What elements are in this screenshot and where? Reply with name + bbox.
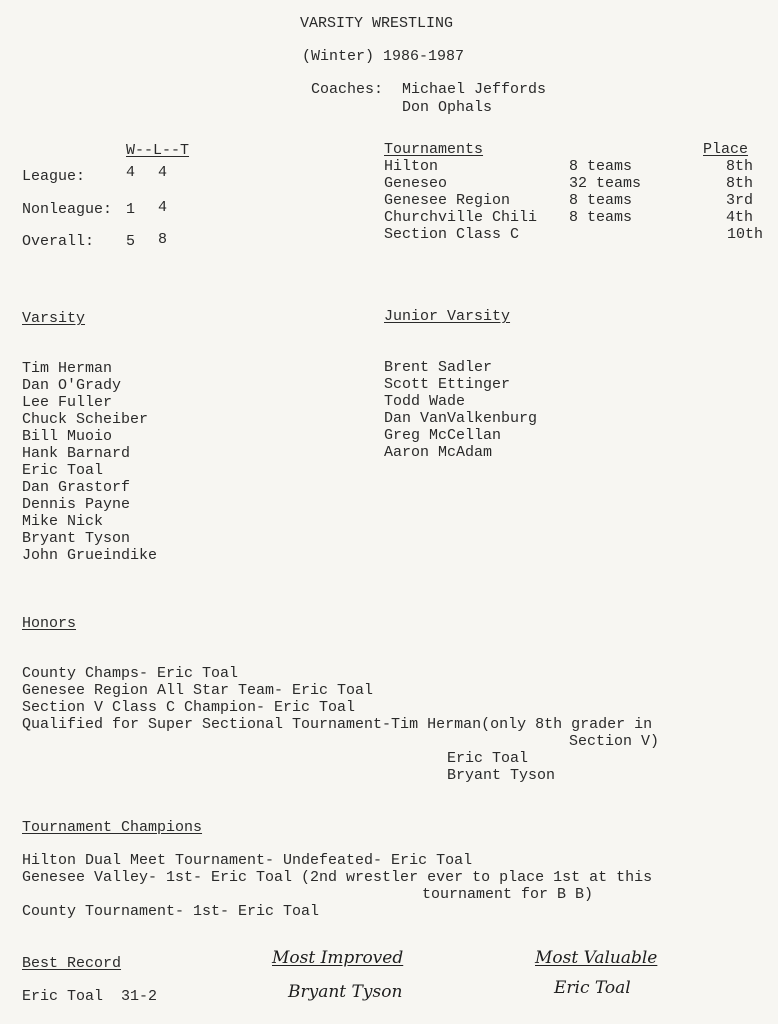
nonleague-label: Nonleague:: [22, 201, 113, 218]
varsity-roster: [22, 360, 157, 564]
champion-line: Hilton Dual Meet Tournament- Undefeated- Eric Toal: [22, 852, 473, 869]
coach-1: Michael Jeffords: [402, 81, 547, 98]
tournament-name: Hilton: [384, 158, 439, 175]
most-valuable-heading: Most Valuable: [535, 948, 658, 968]
list-item: Chuck Scheiber: [22, 411, 149, 428]
tournament-name: Churchville Chili: [384, 209, 538, 226]
best-record-value: Eric Toal 31-2: [22, 988, 158, 1005]
list-item: Hank Barnard: [22, 445, 131, 462]
most-improved-heading: Most Improved: [272, 948, 404, 968]
list-item: Mike Nick: [22, 513, 104, 530]
honor-line: County Champs- Eric Toal: [22, 665, 239, 682]
champions-heading: Tournament Champions: [22, 819, 203, 836]
document-title: VARSITY WRESTLING: [300, 15, 454, 32]
tournament-place: 8th: [725, 158, 753, 175]
list-item: Todd Wade: [384, 393, 466, 410]
list-item: Dan Grastorf: [22, 479, 131, 496]
nonleague-losses: 4: [158, 199, 168, 216]
honor-line: Qualified for Super Sectional Tournament-Tim Herman(only 8th grader in: [22, 716, 653, 733]
honor-line: Section V Class C Champion- Eric Toal: [22, 699, 356, 716]
best-record-heading: Best Record: [22, 955, 122, 972]
honor-line: Genesee Region All Star Team- Eric Toal: [22, 682, 374, 699]
list-item: Tim Herman: [22, 360, 113, 377]
record-heading: W--L--T: [126, 142, 190, 159]
list-item: Lee Fuller: [22, 394, 113, 411]
list-item: Brent Sadler: [384, 359, 493, 376]
tournament-place: 3rd: [725, 192, 753, 209]
jv-roster: [384, 359, 537, 461]
list-item: Dennis Payne: [22, 496, 131, 513]
honors-heading: Honors: [22, 615, 77, 632]
champion-line: County Tournament- 1st- Eric Toal: [22, 903, 320, 920]
honor-line: Section V): [569, 733, 660, 750]
list-item: Scott Ettinger: [384, 376, 511, 393]
tournament-teams: 8 teams: [569, 209, 633, 226]
league-losses: 4: [158, 164, 168, 181]
nonleague-wins: 1: [126, 201, 136, 218]
coach-2: Don Ophals: [402, 99, 493, 116]
varsity-heading: Varsity: [22, 310, 86, 327]
tournament-name: Geneseo: [384, 175, 448, 192]
tournament-place: 8th: [725, 175, 753, 192]
tournament-name: Genesee Region: [384, 192, 511, 209]
tournament-teams: 8 teams: [569, 158, 633, 175]
overall-label: Overall:: [22, 233, 95, 250]
season: (Winter) 1986-1987: [302, 48, 465, 65]
tournament-teams: 32 teams: [569, 175, 642, 192]
list-item: Eric Toal: [22, 462, 104, 479]
list-item: Greg McCellan: [384, 427, 502, 444]
tournament-teams: 8 teams: [569, 192, 633, 209]
list-item: Aaron McAdam: [384, 444, 493, 461]
list-item: John Grueindike: [22, 547, 158, 564]
jv-heading: Junior Varsity: [384, 308, 511, 325]
league-label: League:: [22, 168, 86, 185]
place-heading: Place: [703, 141, 749, 158]
honor-line: Bryant Tyson: [447, 767, 556, 784]
tournament-place: 4th: [725, 209, 753, 226]
tournament-place: 10th: [726, 226, 763, 243]
honor-line: Eric Toal: [447, 750, 529, 767]
tournament-name: Section Class C: [384, 226, 520, 243]
champion-line: tournament for B B): [422, 886, 594, 903]
overall-wins: 5: [126, 233, 136, 250]
tournaments-heading: Tournaments: [384, 141, 484, 158]
list-item: Bill Muoio: [22, 428, 113, 445]
most-valuable-value: Eric Toal: [554, 978, 631, 998]
most-improved-value: Bryant Tyson: [288, 982, 403, 1002]
list-item: Dan O'Grady: [22, 377, 122, 394]
overall-losses: 8: [158, 231, 168, 248]
list-item: Bryant Tyson: [22, 530, 131, 547]
coaches-label: Coaches:: [311, 81, 384, 98]
list-item: Dan VanValkenburg: [384, 410, 538, 427]
champion-line: Genesee Valley- 1st- Eric Toal (2nd wrestler ever to place 1st at this: [22, 869, 653, 886]
league-wins: 4: [126, 164, 136, 181]
